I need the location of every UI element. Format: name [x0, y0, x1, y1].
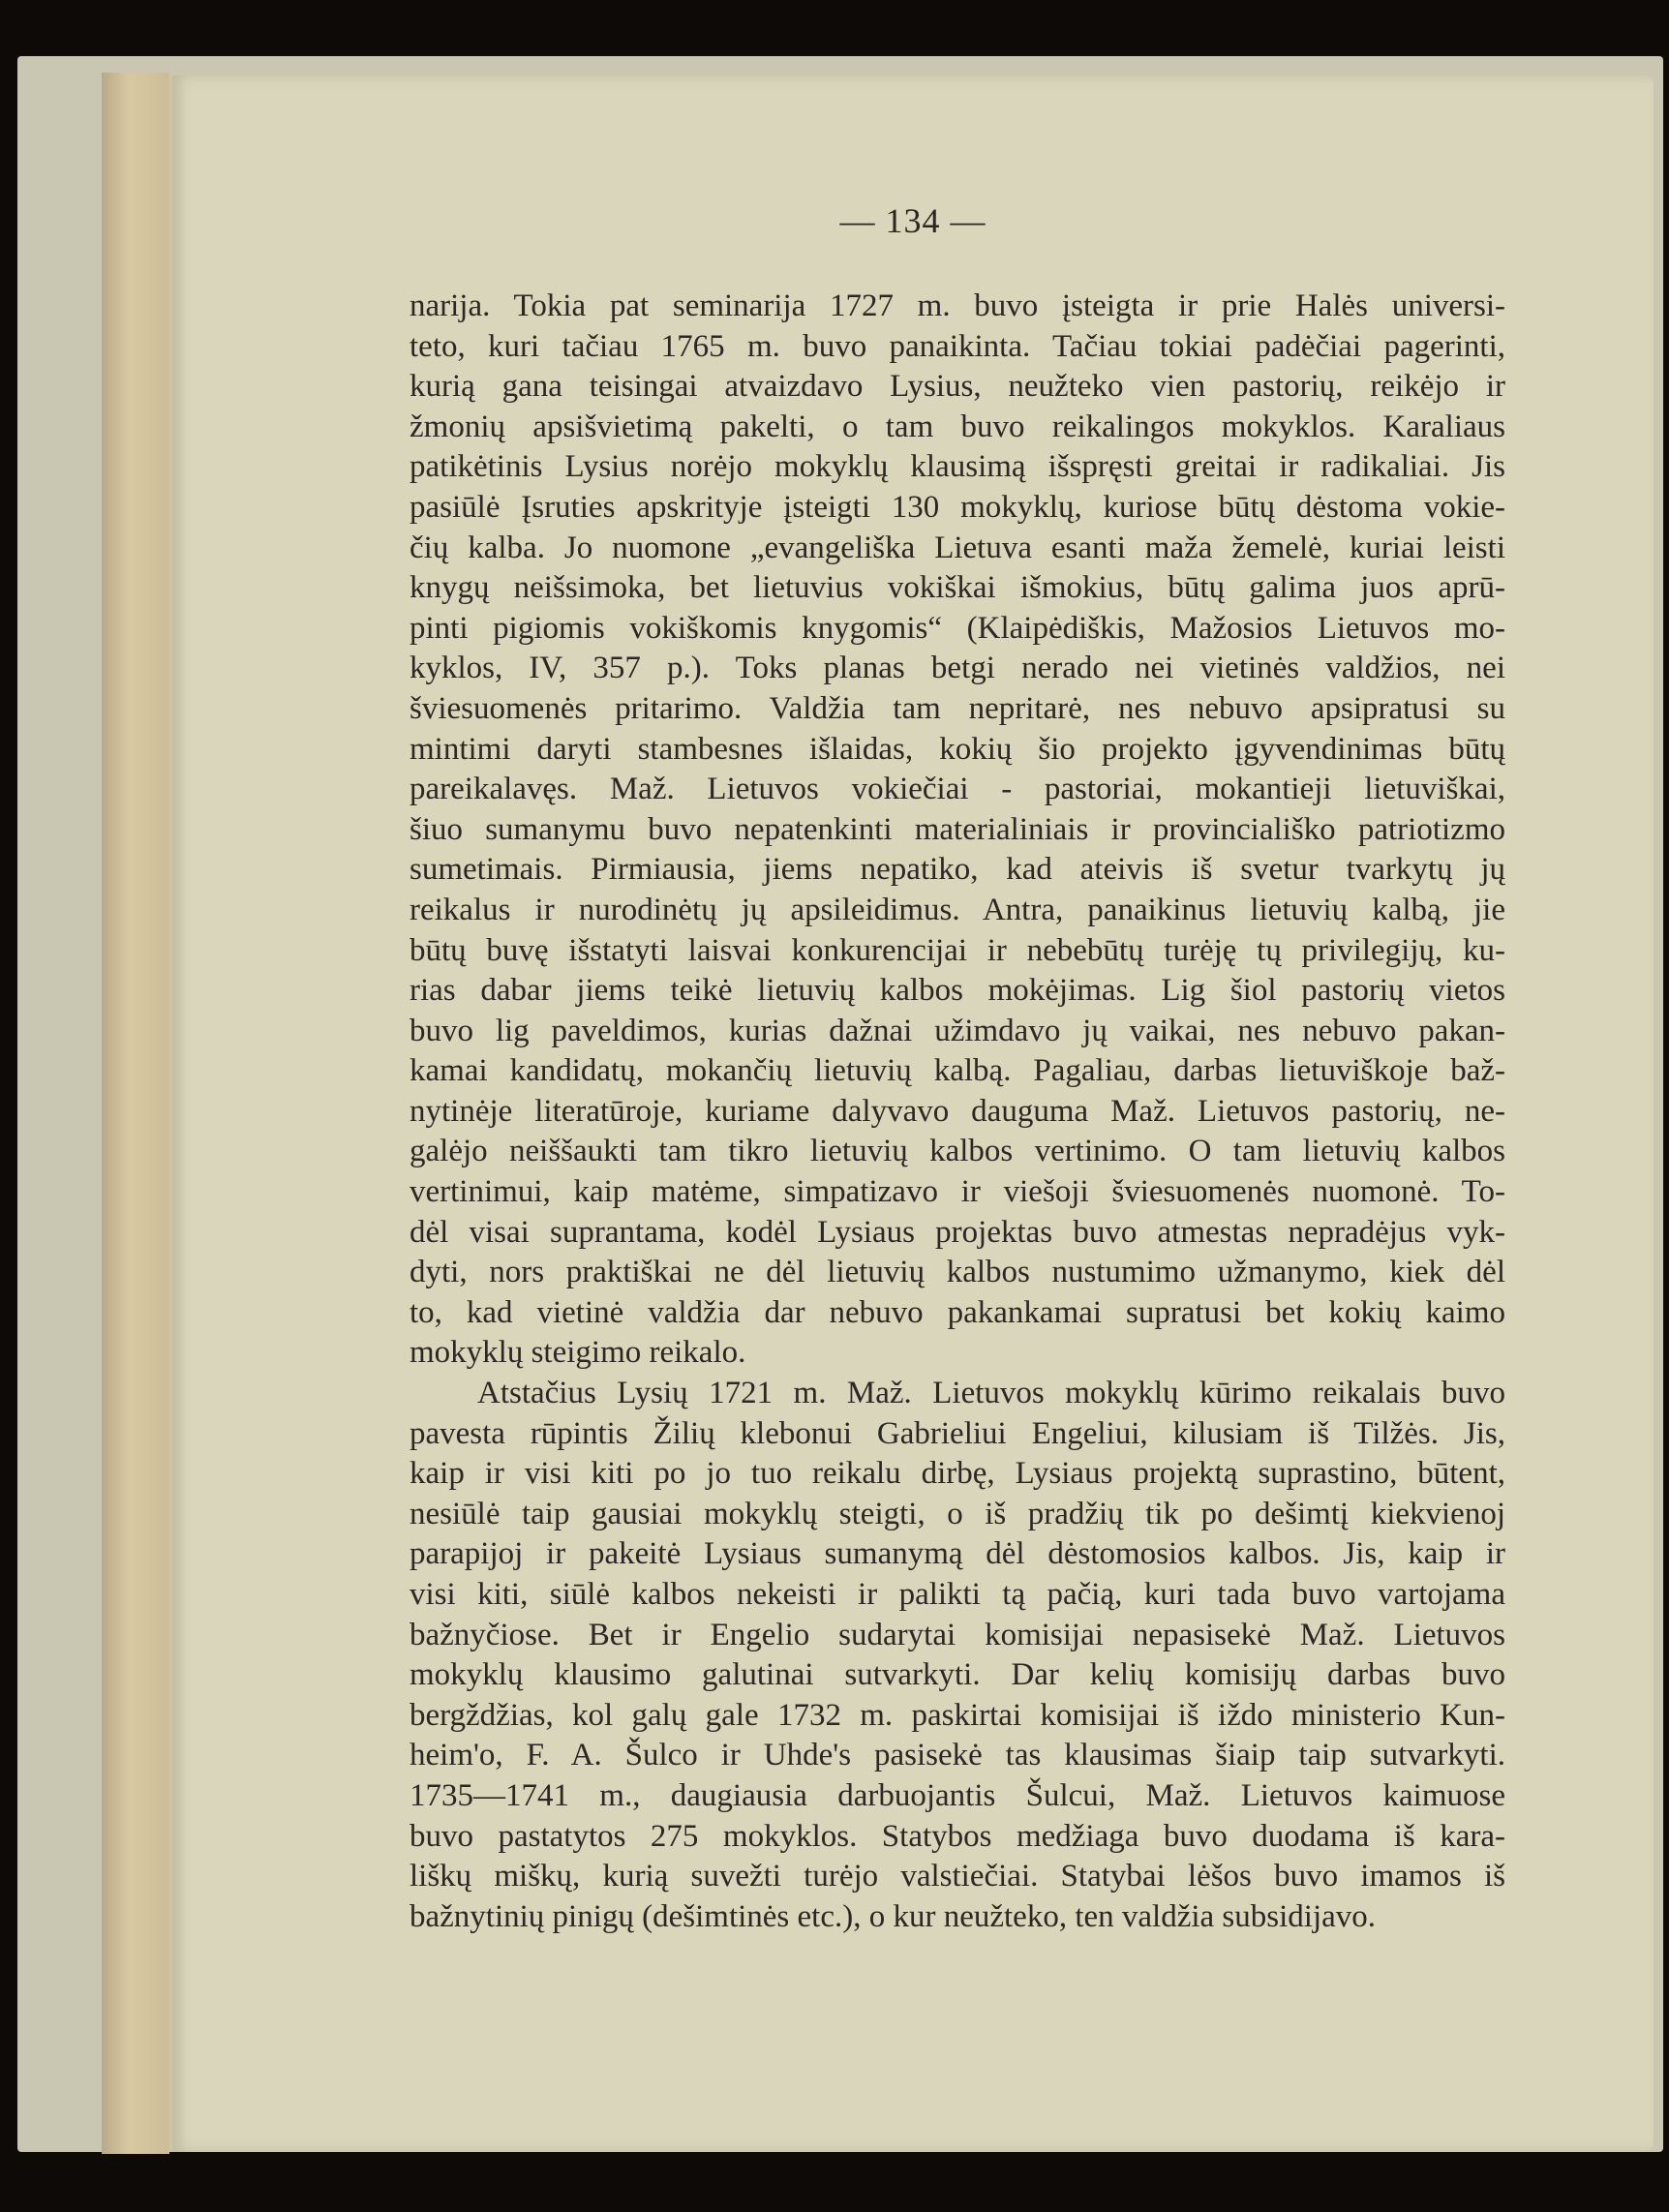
text-line: pavesta rūpintis Žilių klebonui Gabrieliui Engeliui, kilusiam iš Tilžės. Jis, — [410, 1415, 1505, 1451]
text-line: liškų miškų, kurią suvežti turėjo valstiečiai. Statybai lėšos buvo imamos iš — [410, 1859, 1505, 1894]
text-line: Atstačius Lysių 1721 m. Maž. Lietuvos mokyklų kūrimo reikalais buvo — [477, 1376, 1505, 1411]
text-line: bažnytinių pinigų (dešimtinės etc.), o kur neužteko, ten valdžia subsidijavo. — [410, 1898, 1377, 1934]
text-line: dėl visai suprantama, kodėl Lysiaus projektas buvo atmestas nepradėjus vyk- — [410, 1214, 1505, 1250]
text-line: narija. Tokia pat seminarija 1727 m. buvo įsteigta ir prie Halės universi- — [410, 288, 1505, 323]
text-line: nesiūlė taip gausiai mokyklų steigti, o iš pradžių tik po dešimtį kiekvienoj — [410, 1496, 1505, 1531]
text-line: knygų neišsimoka, bet lietuvius vokiškai išmokius, būtų galima juos aprū- — [410, 570, 1505, 606]
text-line: nytinėje literatūroje, kuriame dalyvavo dauguma Maž. Lietuvos pastorių, ne- — [410, 1093, 1505, 1129]
text-line: bažnyčiose. Bet ir Engelio sudarytai komisijai nepasisekė Maž. Lietuvos — [410, 1617, 1505, 1652]
text-line: visi kiti, siūlė kalbos nekeisti ir palikti tą pačią, kuri tada buvo vartojama — [410, 1577, 1505, 1612]
text-line: buvo lig paveldimos, kurias dažnai užimdavo jų vaikai, nes nebuvo pakan- — [410, 1013, 1505, 1048]
text-line: žmonių apsišvietimą pakelti, o tam buvo reikalingos mokyklos. Karaliaus — [410, 409, 1505, 444]
text-line: reikalus ir nurodinėtų jų apsileidimus. Antra, panaikinus lietuvių kalbą, jie — [410, 892, 1505, 927]
text-line: heim'o, F. A. Šulco ir Uhde's pasisekė tas klausimas šiaip taip sutvarkyti. — [410, 1738, 1505, 1773]
text-line: bergždžias, kol galų gale 1732 m. paskirtai komisijai iš iždo ministerio Kun- — [410, 1697, 1505, 1733]
text-line: pareikalavęs. Maž. Lietuvos vokiečiai - pastoriai, mokantieji lietuviškai, — [410, 772, 1505, 807]
text-line: čių kalba. Jo nuomone „evangeliška Lietuva esanti maža žemelė, kuriai leisti — [410, 530, 1505, 565]
text-line: dyti, nors praktiškai ne dėl lietuvių kalbos nustumimo užmanymo, kiek dėl — [410, 1255, 1505, 1290]
text-line: buvo pastatytos 275 mokyklos. Statybos medžiaga buvo duodama iš kara- — [410, 1818, 1505, 1854]
text-line: mintimi daryti stambesnes išlaidas, kokių šio projekto įgyvendinimas būtų — [410, 731, 1505, 767]
page-edges — [102, 73, 169, 2154]
text-line: sumetimais. Pirmiausia, jiems nepatiko, kad ateivis iš svetur tvarkytų jų — [410, 852, 1505, 888]
text-line: 1735—1741 m., daugiausia darbuojantis Šulcui, Maž. Lietuvos kaimuose — [410, 1777, 1505, 1813]
text-line: mokyklų klausimo galutinai sutvarkyti. Dar kelių komisijų darbas buvo — [410, 1657, 1505, 1693]
text-line: pinti pigiomis vokiškomis knygomis“ (Klaipėdiškis, Mažosios Lietuvos mo- — [410, 610, 1505, 646]
text-line: to, kad vietinė valdžia dar nebuvo pakankamai supratusi bet kokių kaimo — [410, 1294, 1505, 1330]
text-line: šviesuomenės pritarimo. Valdžia tam nepritarė, nes nebuvo apsipratusi su — [410, 690, 1505, 726]
text-line: rias dabar jiems teikė lietuvių kalbos mokėjimas. Lig šiol pastorių vietos — [410, 973, 1505, 1009]
text-line: būtų buvę išstatyti laisvai konkurencijai ir nebebūtų turėję tų privilegijų, ku- — [410, 932, 1505, 968]
text-line: mokyklų steigimo reikalo. — [410, 1335, 746, 1371]
text-line: patikėtinis Lysius norėjo mokyklų klausimą išspręsti greitai ir radikaliai. Jis — [410, 449, 1505, 485]
text-line: šiuo sumanymu buvo nepatenkinti materialiniais ir provinciališko patriotizmo — [410, 811, 1505, 847]
text-line: kamai kandidatų, mokančių lietuvių kalbą. Pagaliau, darbas lietuviškoje baž- — [410, 1053, 1505, 1089]
text-line: vertinimui, kaip matėme, simpatizavo ir viešoji šviesuomenės nuomonė. To- — [410, 1174, 1505, 1210]
text-line: pasiūlė Įsruties apskrityje įsteigti 130 mokyklų, kuriose būtų dėstoma vokie- — [410, 489, 1505, 525]
text-line: kaip ir visi kiti po jo tuo reikalu dirbę, Lysiaus projektą suprastino, būtent, — [410, 1456, 1505, 1492]
body-text — [410, 287, 1505, 1937]
text-line: galėjo neiššaukti tam tikro lietuvių kalbos vertinimo. O tam lietuvių kalbos — [410, 1134, 1505, 1169]
page-number: — 134 — — [839, 201, 986, 240]
text-line: teto, kuri tačiau 1765 m. buvo panaikinta. Tačiau tokiai padėčiai pagerinti, — [410, 328, 1505, 364]
text-line: kurią gana teisingai atvaizdavo Lysius, neužteko vien pastorių, reikėjo ir — [410, 369, 1505, 405]
text-line: kyklos, IV, 357 p.). Toks planas betgi nerado nei vietinės valdžios, nei — [410, 651, 1505, 686]
text-line: parapijoj ir pakeitė Lysiaus sumanymą dėl dėstomosios kalbos. Jis, kaip ir — [410, 1536, 1505, 1572]
